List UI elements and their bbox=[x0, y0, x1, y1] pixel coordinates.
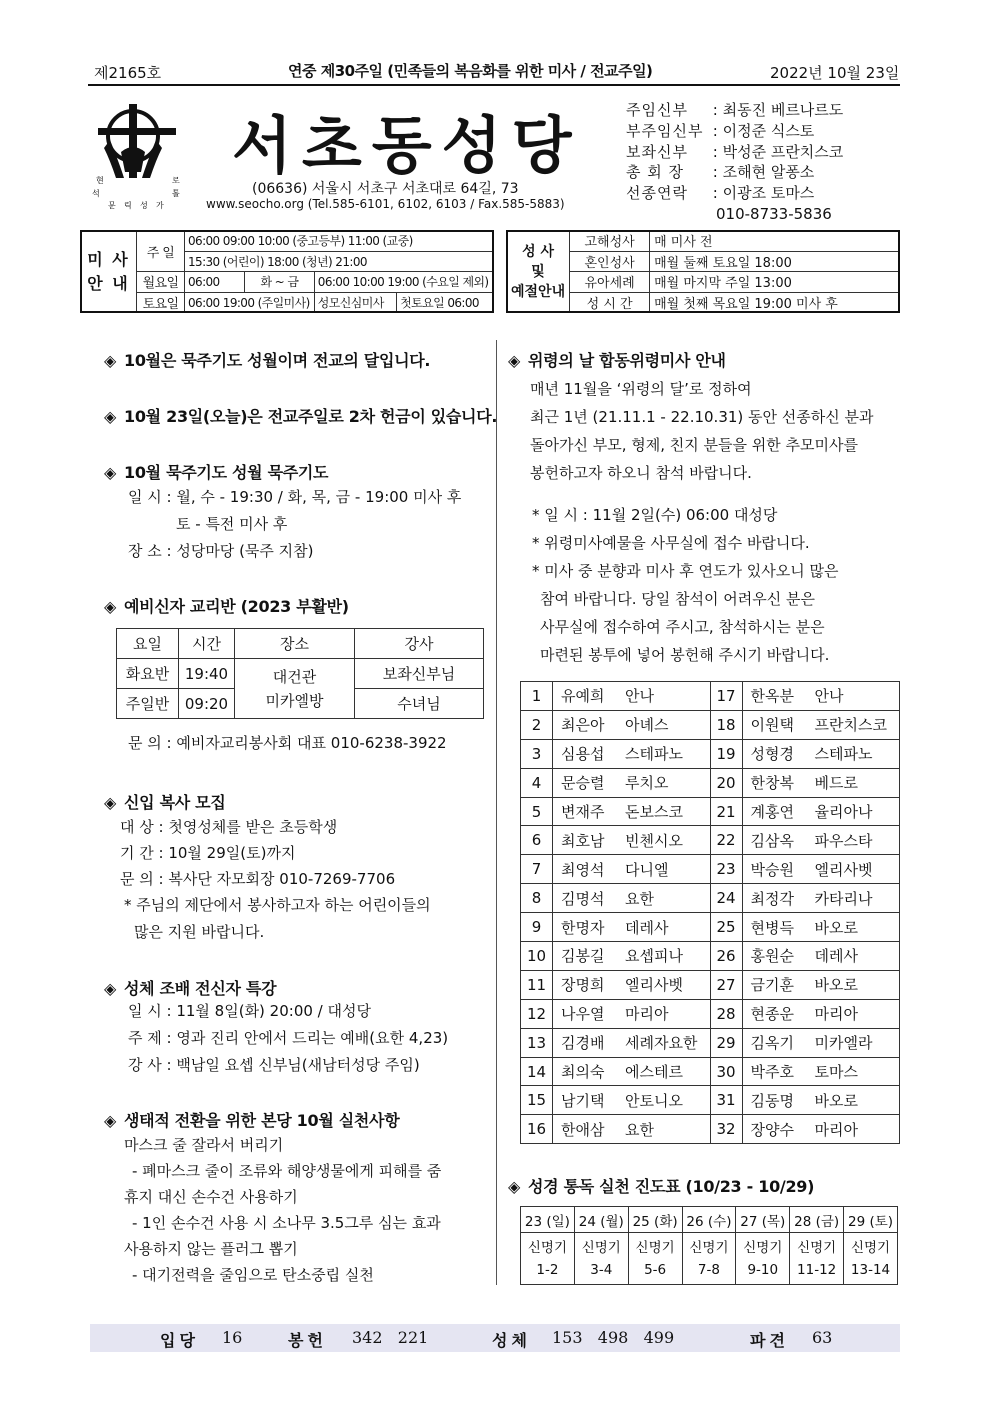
memorial-person bbox=[742, 1115, 900, 1144]
memorial-name: 김옥기 bbox=[750, 1034, 794, 1053]
memorial-person bbox=[553, 826, 711, 855]
monday-time: 06:00 bbox=[185, 272, 245, 293]
bible-day: 27 (목) bbox=[736, 1207, 790, 1233]
clergy-name: 이광조 토마스 bbox=[722, 184, 815, 203]
bible-book: 신명기 bbox=[689, 1239, 729, 1256]
memorial-para: 돌아가신 부모, 형제, 친지 분들을 위한 추모미사를 bbox=[530, 436, 858, 454]
memorial-baptismal-name: 세례자요한 bbox=[625, 1034, 698, 1053]
clergy-row: 보좌신부 : 박성준 프란치스코 bbox=[626, 142, 844, 161]
memorial-name: 성형경 bbox=[750, 745, 794, 764]
sacrament-name: 혼인성사 bbox=[570, 251, 650, 272]
mass-table-border bbox=[80, 230, 494, 313]
altar-period: 기 간 : 10월 29일(토)까지 bbox=[120, 844, 296, 862]
adoration-time: 일 시 : 11월 8일(화) 20:00 / 대성당 bbox=[128, 1002, 371, 1020]
memorial-name: 나우열 bbox=[561, 1005, 605, 1024]
memorial-baptismal-name: 스테파노 bbox=[625, 745, 683, 764]
clergy-name: 이정준 식스토 bbox=[722, 121, 815, 140]
memorial-row bbox=[521, 826, 900, 855]
memorial-number: 31 bbox=[710, 1086, 742, 1115]
issue-number: 제2165호 bbox=[94, 64, 162, 82]
memorial-person bbox=[553, 1057, 711, 1086]
bible-book: 신명기 bbox=[743, 1239, 783, 1256]
clergy-role: 보좌신부 bbox=[626, 142, 688, 161]
memorial-baptismal-name: 바오로 bbox=[814, 1091, 858, 1110]
memorial-person bbox=[742, 1057, 900, 1086]
sacrament-time: 매월 마지막 주일 13:00 bbox=[650, 272, 900, 293]
memorial-person bbox=[553, 710, 711, 739]
clergy-name: 최동진 베르나르도 bbox=[722, 101, 844, 119]
catechumen-section-title: ◈ 예비신자 교리반 (2023 부활반) bbox=[104, 597, 349, 616]
memorial-name: 최은아 bbox=[561, 716, 605, 735]
communion-hymn-label: 성체 bbox=[492, 1331, 531, 1350]
mass-table-title: 미 사 안 내 bbox=[81, 231, 137, 313]
eco-item-3: 사용하지 않는 플러그 뽑기 bbox=[124, 1240, 298, 1258]
memorial-number: 10 bbox=[521, 942, 553, 971]
sacrament-time: 매 미사 전 bbox=[650, 231, 900, 252]
memorial-baptismal-name: 파우스타 bbox=[814, 831, 873, 850]
bible-chapters: 5-6 bbox=[644, 1261, 667, 1278]
memorial-person bbox=[553, 942, 711, 971]
memorial-row bbox=[521, 1086, 900, 1115]
memorial-person bbox=[553, 682, 711, 711]
bible-chapters: 9-10 bbox=[747, 1261, 779, 1278]
sacrament-name: 고해성사 bbox=[570, 231, 650, 252]
catech-header: 요일 bbox=[117, 629, 179, 659]
memorial-baptismal-name: 프란치스코 bbox=[814, 716, 887, 735]
memorial-person bbox=[742, 797, 900, 826]
memorial-name: 한명자 bbox=[561, 918, 605, 937]
memorial-number: 22 bbox=[710, 826, 742, 855]
memorial-person bbox=[742, 739, 900, 768]
memorial-name: 김동명 bbox=[750, 1091, 794, 1110]
notice-second-collection: ◈ 10월 23일(오늘)은 전교주일로 2차 헌금이 있습니다. bbox=[104, 407, 498, 426]
memorial-row bbox=[521, 999, 900, 1028]
memorial-baptismal-name: 마리아 bbox=[814, 1120, 858, 1139]
memorial-number: 28 bbox=[710, 999, 742, 1028]
bible-day: 25 (화) bbox=[628, 1207, 682, 1233]
bible-reading bbox=[844, 1233, 898, 1285]
memorial-row bbox=[521, 797, 900, 826]
parish-name: 서초동성당 bbox=[232, 109, 582, 182]
recessional-hymn-label: 파견 bbox=[750, 1331, 789, 1350]
catech-header: 시간 bbox=[179, 629, 235, 659]
memorial-person bbox=[742, 682, 900, 711]
memorial-number: 4 bbox=[521, 768, 553, 797]
memorial-note: 사무실에 접수하여 주시고, 참석하시는 분은 bbox=[540, 618, 825, 636]
memorial-number: 14 bbox=[521, 1057, 553, 1086]
memorial-number: 30 bbox=[710, 1057, 742, 1086]
saturday-label: 토요일 bbox=[137, 292, 185, 313]
clergy-name: 조해현 알퐁소 bbox=[722, 163, 815, 182]
bible-book: 신명기 bbox=[581, 1239, 621, 1256]
memorial-baptismal-name: 데레사 bbox=[625, 918, 669, 937]
bible-book: 신명기 bbox=[635, 1239, 675, 1256]
bible-reading bbox=[736, 1233, 790, 1285]
monday-label: 월요일 bbox=[137, 272, 185, 293]
memorial-number: 32 bbox=[710, 1115, 742, 1144]
rosary-time-2: 토 - 특전 미사 후 bbox=[176, 515, 288, 533]
bible-day: 28 (금) bbox=[790, 1207, 844, 1233]
diamond-bullet-icon: ◈ bbox=[508, 351, 521, 370]
sunday-times-1: 06:00 09:00 10:00 (중고등부) 11:00 (교중) bbox=[185, 231, 494, 252]
memorial-row bbox=[521, 855, 900, 884]
catech-place: 대건관 미카엘방 bbox=[235, 659, 355, 719]
memorial-baptismal-name: 바오로 bbox=[814, 918, 858, 937]
bible-chapters: 1-2 bbox=[536, 1261, 559, 1278]
memorial-person bbox=[742, 710, 900, 739]
memorial-number: 7 bbox=[521, 855, 553, 884]
memorial-section-title: ◈ 위령의 날 합동위령미사 안내 bbox=[508, 351, 726, 370]
memorial-name: 한창복 bbox=[750, 774, 794, 793]
memorial-row bbox=[521, 913, 900, 942]
memorial-baptismal-name: 카타리나 bbox=[814, 889, 873, 908]
clergy-role: 부주임신부 bbox=[626, 121, 704, 140]
memorial-number: 26 bbox=[710, 942, 742, 971]
catech-inquiry: 문 의 : 예비자교리봉사회 대표 010-6238-3922 bbox=[128, 734, 447, 752]
memorial-baptismal-name: 돈보스코 bbox=[625, 803, 683, 821]
header-rule bbox=[88, 84, 900, 86]
bible-day: 23 (일) bbox=[521, 1207, 575, 1233]
bible-day: 26 (수) bbox=[682, 1207, 736, 1233]
diamond-bullet-icon: ◈ bbox=[104, 979, 117, 998]
memorial-number: 19 bbox=[710, 739, 742, 768]
catech-day: 화요반 bbox=[117, 659, 179, 689]
memorial-number: 13 bbox=[521, 1028, 553, 1057]
adoration-topic: 주 제 : 영과 진리 안에서 드리는 예배(요한 4,23) bbox=[128, 1029, 449, 1047]
memorial-note: * 미사 중 분향과 미사 후 연도가 있사오니 많은 bbox=[532, 562, 839, 580]
column-divider bbox=[496, 340, 497, 1285]
memorial-name: 한애삼 bbox=[561, 1120, 605, 1139]
liturgical-theme: 연중 제30주일 (민족들의 복음화를 위한 미사 / 전교주일) bbox=[288, 62, 653, 80]
memorial-baptismal-name: 스테파노 bbox=[814, 745, 873, 764]
bible-reading bbox=[521, 1233, 575, 1285]
memorial-number: 27 bbox=[710, 970, 742, 999]
altar-target: 대 상 : 첫영성체를 받은 초등학생 bbox=[120, 818, 338, 836]
clergy-row: 부주임신부 : 이정준 식스토 bbox=[626, 121, 815, 140]
memorial-person bbox=[553, 739, 711, 768]
memorial-baptismal-name: 마리아 bbox=[625, 1005, 669, 1024]
catech-day: 주일반 bbox=[117, 689, 179, 719]
sunday-times-2: 15:30 (어린이) 18:00 (청년) 21:00 bbox=[185, 251, 494, 272]
memorial-name: 김경배 bbox=[561, 1034, 605, 1053]
eco-detail-3: - 대기전력을 줄임으로 탄소중립 실천 bbox=[132, 1266, 374, 1284]
offertory-hymn-numbers: 342 221 bbox=[352, 1328, 429, 1347]
adoration-speaker: 강 사 : 백남일 요셉 신부님(새남터성당 주임) bbox=[128, 1056, 420, 1074]
memorial-person bbox=[553, 797, 711, 826]
memorial-baptismal-name: 에스테르 bbox=[625, 1063, 683, 1082]
memorial-number: 11 bbox=[521, 970, 553, 999]
memorial-note: * 위령미사예물을 사무실에 접수 바랍니다. bbox=[532, 534, 810, 552]
memorial-baptismal-name: 토마스 bbox=[814, 1063, 858, 1082]
rosary-section-title: ◈ 10월 묵주기도 성월 묵주기도 bbox=[104, 463, 329, 482]
memorial-number: 15 bbox=[521, 1086, 553, 1115]
bible-book: 신명기 bbox=[850, 1239, 891, 1256]
memorial-name: 김삼옥 bbox=[750, 831, 794, 850]
memorial-number: 17 bbox=[710, 682, 742, 711]
adoration-section-title: ◈ 성체 조배 전신자 특강 bbox=[104, 979, 277, 998]
logo-char: 가 bbox=[156, 201, 164, 210]
memorial-baptismal-name: 마리아 bbox=[814, 1005, 858, 1024]
entry-hymn-label: 입당 bbox=[160, 1331, 199, 1350]
altar-note-2: 많은 지원 바랍니다. bbox=[134, 923, 265, 941]
catech-header: 강사 bbox=[355, 629, 484, 659]
memorial-person bbox=[742, 855, 900, 884]
sacrament-name: 성 시 간 bbox=[570, 292, 650, 313]
first-saturday-mass: 첫토요일 06:00 bbox=[397, 292, 494, 313]
parish-address: (06636) 서울시 서초구 서초대로 64길, 73 bbox=[252, 181, 519, 197]
memorial-person bbox=[553, 1086, 711, 1115]
diamond-bullet-icon: ◈ bbox=[104, 793, 117, 812]
sacrament-time: 매월 둘째 토요일 18:00 bbox=[650, 251, 900, 272]
bible-reading bbox=[790, 1233, 844, 1285]
bible-day: 24 (월) bbox=[574, 1207, 628, 1233]
memorial-row bbox=[521, 768, 900, 797]
memorial-baptismal-name: 요셉피나 bbox=[625, 947, 683, 966]
memorial-baptismal-name: 안나 bbox=[814, 687, 844, 706]
memorial-name: 장명희 bbox=[561, 976, 605, 995]
memorial-name: 심용섭 bbox=[561, 745, 605, 764]
memorial-baptismal-name: 요한 bbox=[625, 1120, 654, 1139]
bible-reading bbox=[682, 1233, 736, 1285]
memorial-row bbox=[521, 942, 900, 971]
catech-time: 09:20 bbox=[179, 689, 235, 719]
sacrament-name: 유아세례 bbox=[570, 272, 650, 293]
bible-chapters: 11-12 bbox=[797, 1261, 837, 1278]
bible-reading bbox=[628, 1233, 682, 1285]
memorial-number: 6 bbox=[521, 826, 553, 855]
logo-char: 성 bbox=[140, 201, 148, 210]
memorial-note: 참여 바랍니다. 당일 참석이 어려우신 분은 bbox=[540, 590, 815, 608]
memorial-person bbox=[553, 1028, 711, 1057]
memorial-person bbox=[553, 855, 711, 884]
memorial-baptismal-name: 루치오 bbox=[625, 774, 669, 793]
memorial-name: 박주호 bbox=[750, 1063, 794, 1082]
bible-chapters: 7-8 bbox=[697, 1261, 720, 1278]
logo-char: 석 bbox=[92, 189, 100, 198]
memorial-person bbox=[742, 1086, 900, 1115]
memorial-row bbox=[521, 1028, 900, 1057]
clergy-list bbox=[626, 100, 843, 225]
ecology-section-title: ◈ 생태적 전환을 위한 본당 10월 실천사항 bbox=[104, 1111, 400, 1130]
memorial-row bbox=[521, 1057, 900, 1086]
memorial-baptismal-name: 요한 bbox=[625, 889, 654, 908]
memorial-person bbox=[742, 942, 900, 971]
memorial-person bbox=[742, 970, 900, 999]
sacraments-title: 성 사 및 예절안내 bbox=[507, 231, 570, 313]
memorial-person bbox=[742, 826, 900, 855]
memorial-baptismal-name: 다니엘 bbox=[625, 860, 669, 879]
memorial-name: 김봉길 bbox=[561, 947, 605, 966]
catech-teacher: 수녀님 bbox=[355, 689, 484, 719]
diamond-bullet-icon: ◈ bbox=[104, 463, 117, 482]
issue-date: 2022년 10월 23일 bbox=[770, 64, 900, 82]
memorial-person bbox=[742, 768, 900, 797]
sacrament-time: 매월 첫째 목요일 19:00 미사 후 bbox=[650, 292, 900, 313]
memorial-person bbox=[553, 1115, 711, 1144]
death-contact-phone: 010-8733-5836 bbox=[716, 204, 832, 223]
memorial-row bbox=[521, 739, 900, 768]
memorial-number: 23 bbox=[710, 855, 742, 884]
catech-header: 장소 bbox=[235, 629, 355, 659]
clergy-role: 선종연락 bbox=[626, 184, 688, 203]
memorial-name: 문승렬 bbox=[561, 774, 605, 793]
eco-item-2: 휴지 대신 손수건 사용하기 bbox=[124, 1188, 298, 1206]
memorial-number: 16 bbox=[521, 1115, 553, 1144]
memorial-person bbox=[553, 999, 711, 1028]
memorial-number: 25 bbox=[710, 913, 742, 942]
bible-chapters: 13-14 bbox=[850, 1261, 891, 1278]
memorial-row bbox=[521, 884, 900, 913]
memorial-person bbox=[742, 999, 900, 1028]
diamond-bullet-icon: ◈ bbox=[104, 351, 117, 370]
sunday-label: 주 일 bbox=[137, 231, 185, 272]
clergy-row: 주임신부 : 최동진 베르나르도 bbox=[626, 101, 844, 119]
bible-chapters: 3-4 bbox=[590, 1261, 613, 1278]
memorial-person bbox=[742, 1028, 900, 1057]
eco-detail-1: - 폐마스크 줄이 조류와 해양생물에게 피해를 줌 bbox=[132, 1162, 442, 1180]
diamond-bullet-icon: ◈ bbox=[508, 1177, 521, 1196]
catech-time: 19:40 bbox=[179, 659, 235, 689]
memorial-number: 2 bbox=[521, 710, 553, 739]
memorial-name: 최의숙 bbox=[561, 1063, 605, 1082]
clergy-row: 총 회 장 : 조해현 알퐁소 bbox=[626, 163, 815, 182]
sacraments-table-border bbox=[506, 230, 900, 313]
recessional-hymn-number: 63 bbox=[812, 1328, 833, 1347]
memorial-name: 최영석 bbox=[561, 860, 605, 879]
memorial-row bbox=[521, 710, 900, 739]
memorial-para: 최근 1년 (21.11.1 - 22.10.31) 동안 선종하신 분과 bbox=[530, 408, 874, 426]
memorial-baptismal-name: 아녜스 bbox=[625, 716, 669, 735]
memorial-number: 24 bbox=[710, 884, 742, 913]
bible-reading-section-title: ◈ 성경 통독 실천 진도표 (10/23 - 10/29) bbox=[508, 1177, 815, 1196]
logo-char: 문 bbox=[108, 201, 116, 210]
memorial-note: 마련된 봉투에 넣어 봉헌해 주시기 바랍니다. bbox=[540, 646, 830, 664]
memorial-baptismal-name: 엘리사벳 bbox=[814, 860, 873, 879]
parish-contact: www.seocho.org (Tel.585-6101, 6102, 6103 / Fax.585-5883) bbox=[206, 197, 565, 211]
memorial-person bbox=[553, 913, 711, 942]
altar-inquiry: 문 의 : 복사단 자모회장 010-7269-7706 bbox=[120, 870, 396, 888]
memorial-row bbox=[521, 682, 900, 711]
clergy-role: 총 회 장 bbox=[626, 163, 685, 182]
memorial-number: 20 bbox=[710, 768, 742, 797]
clergy-role: 주임신부 bbox=[626, 101, 688, 119]
memorial-name: 박승원 bbox=[750, 860, 794, 879]
memorial-name: 최정각 bbox=[750, 889, 794, 908]
offertory-hymn-label: 봉헌 bbox=[288, 1331, 327, 1350]
saturday-marian-mass: 성모신심미사 bbox=[314, 292, 396, 313]
memorial-baptismal-name: 안토니오 bbox=[625, 1091, 683, 1110]
memorial-number: 12 bbox=[521, 999, 553, 1028]
memorial-para: 매년 11월을 ‘위령의 달’로 정하여 bbox=[530, 380, 752, 398]
memorial-name: 유예희 bbox=[561, 687, 605, 706]
memorial-name: 남기택 bbox=[561, 1091, 605, 1110]
memorial-person bbox=[742, 884, 900, 913]
memorial-number: 29 bbox=[710, 1028, 742, 1057]
memorial-number: 3 bbox=[521, 739, 553, 768]
diamond-bullet-icon: ◈ bbox=[104, 1111, 117, 1130]
altar-note-1: * 주님의 제단에서 봉사하고자 하는 어린이들의 bbox=[124, 896, 431, 914]
liturgy-number-bar bbox=[90, 1324, 900, 1352]
catechumen-table bbox=[116, 628, 484, 719]
bible-reading-table bbox=[520, 1206, 898, 1285]
memorial-baptismal-name: 미카엘라 bbox=[814, 1034, 873, 1053]
memorial-name: 변재주 bbox=[561, 803, 605, 821]
rosary-time-1: 일 시 : 월, 수 - 19:30 / 화, 목, 금 - 19:00 미사 후 bbox=[128, 488, 462, 506]
memorial-row bbox=[521, 1115, 900, 1144]
memorial-name: 계홍연 bbox=[750, 803, 794, 821]
memorial-number: 18 bbox=[710, 710, 742, 739]
bible-book: 신명기 bbox=[527, 1239, 567, 1256]
memorial-name: 한옥분 bbox=[750, 687, 794, 706]
memorial-baptismal-name: 빈첸시오 bbox=[625, 831, 683, 850]
clergy-row: 선종연락 : 이광조 토마스 bbox=[626, 184, 815, 203]
memorial-baptismal-name: 안나 bbox=[625, 687, 654, 706]
memorial-number: 1 bbox=[521, 682, 553, 711]
memorial-row bbox=[521, 970, 900, 999]
parish-logo-icon bbox=[88, 100, 188, 212]
memorial-baptismal-name: 바오로 bbox=[814, 976, 858, 995]
saturday-time: 06:00 19:00 (주일미사) bbox=[185, 292, 315, 313]
memorial-person bbox=[742, 913, 900, 942]
bible-book: 신명기 bbox=[797, 1239, 837, 1256]
memorial-name: 김명석 bbox=[561, 889, 605, 908]
logo-char: 릭 bbox=[124, 201, 132, 210]
memorial-name: 금기훈 bbox=[750, 976, 794, 995]
catech-teacher: 보좌신부님 bbox=[355, 659, 484, 689]
memorial-baptismal-name: 엘리사벳 bbox=[625, 976, 683, 995]
memorial-name: 현병득 bbox=[750, 918, 794, 937]
memorial-name: 이원택 bbox=[750, 716, 794, 735]
bible-day: 29 (토) bbox=[844, 1207, 898, 1233]
memorial-person bbox=[553, 768, 711, 797]
memorial-baptismal-name: 데레사 bbox=[814, 947, 858, 966]
entry-hymn-number: 16 bbox=[222, 1328, 243, 1347]
rosary-place: 장 소 : 성당마당 (묵주 지참) bbox=[128, 542, 314, 560]
memorial-name: 현종운 bbox=[750, 1005, 794, 1024]
weekday-time: 06:00 10:00 19:00 (수요일 제외) bbox=[314, 272, 493, 293]
weekday-label: 화 ~ 금 bbox=[245, 272, 315, 293]
memorial-baptismal-name: 율리아나 bbox=[814, 803, 873, 821]
memorial-number: 9 bbox=[521, 913, 553, 942]
altar-server-section-title: ◈ 신입 복사 모집 bbox=[104, 793, 226, 812]
memorial-note: * 일 시 : 11월 2일(수) 06:00 대성당 bbox=[532, 506, 778, 524]
diamond-bullet-icon: ◈ bbox=[104, 407, 117, 426]
memorial-name: 홍원순 bbox=[750, 947, 794, 966]
clergy-name: 박성준 프란치스코 bbox=[722, 142, 844, 161]
memorial-name: 장양수 bbox=[750, 1120, 794, 1139]
eco-detail-2: - 1인 손수건 사용 시 소나무 3.5그루 심는 효과 bbox=[132, 1214, 441, 1232]
memorial-person bbox=[553, 970, 711, 999]
communion-hymn-numbers: 153 498 499 bbox=[552, 1328, 675, 1347]
eco-item-1: 마스크 줄 잘라서 버리기 bbox=[124, 1136, 284, 1154]
memorial-person bbox=[553, 884, 711, 913]
logo-char: 현 bbox=[96, 176, 104, 185]
notice-rosary-month: ◈ 10월은 묵주기도 성월이며 전교의 달입니다. bbox=[104, 351, 431, 370]
memorial-name: 최호남 bbox=[561, 831, 605, 850]
logo-char: 로 bbox=[172, 176, 180, 185]
diamond-bullet-icon: ◈ bbox=[104, 597, 117, 616]
memorial-number: 5 bbox=[521, 797, 553, 826]
bible-reading bbox=[574, 1233, 628, 1285]
memorial-names-table bbox=[520, 681, 900, 1144]
logo-char: 톨 bbox=[172, 189, 180, 198]
memorial-number: 21 bbox=[710, 797, 742, 826]
memorial-baptismal-name: 베드로 bbox=[814, 774, 858, 793]
memorial-para: 봉헌하고자 하오니 참석 바랍니다. bbox=[530, 464, 752, 482]
memorial-number: 8 bbox=[521, 884, 553, 913]
